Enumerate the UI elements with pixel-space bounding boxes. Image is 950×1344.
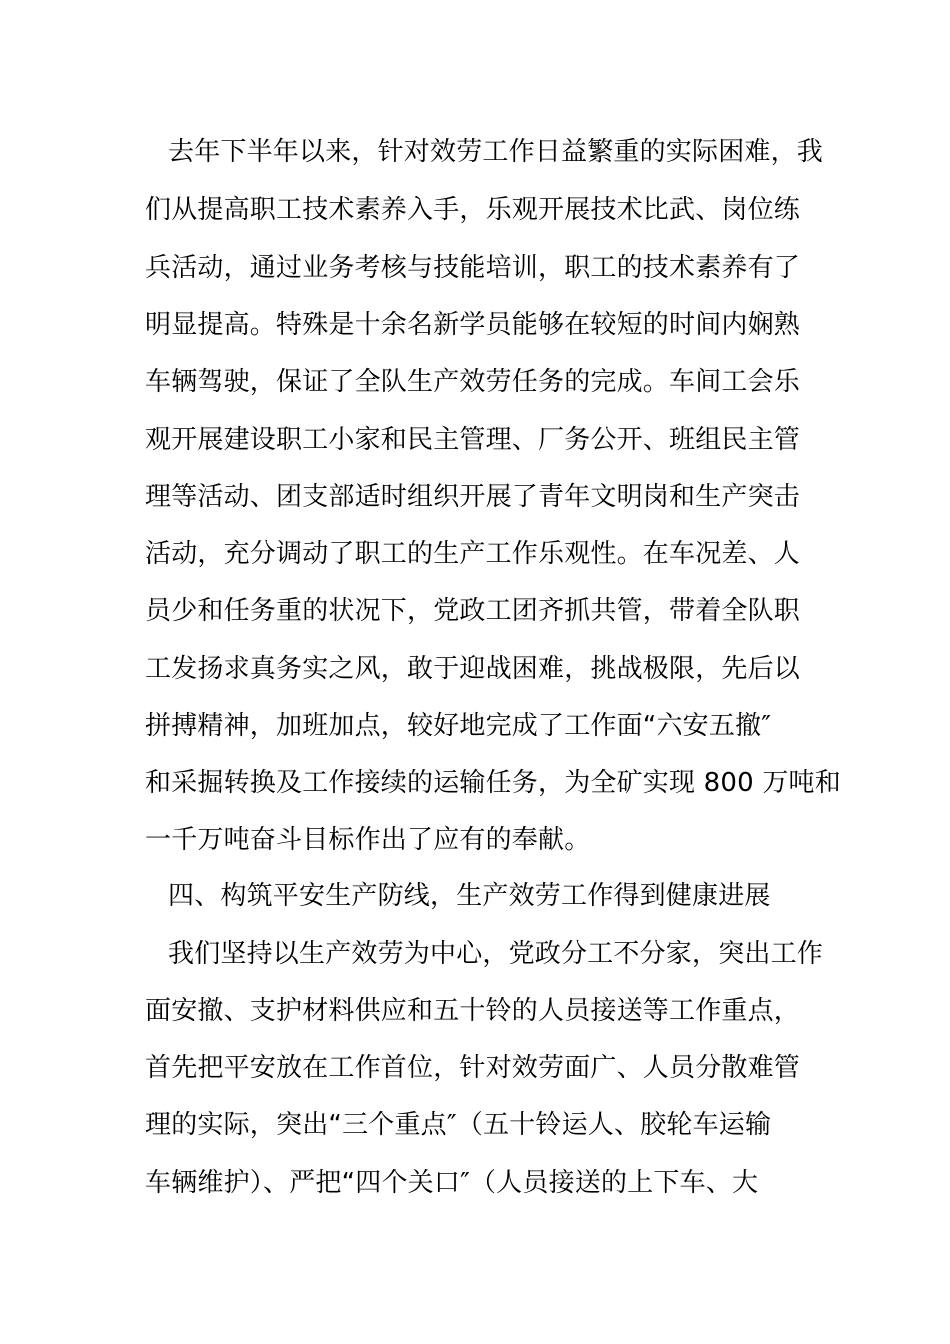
paragraph-line: 理的实际，突出“三个重点″（五十铃运人、胶轮车运输: [145, 1110, 772, 1140]
paragraph-line: 和采掘转换及工作接续的运输任务，为全矿实现 800 万吨和: [145, 768, 841, 798]
paragraph-line: 们从提高职工技术素养入手，乐观开展技术比武、岗位练: [145, 195, 801, 225]
paragraph-line: 拼搏精神，加班加点，较好地完成了工作面“六安五撤″: [145, 711, 772, 741]
paragraph-line: 理等活动、团支部适时组织开展了青年文明岗和生产突击: [145, 482, 801, 512]
paragraph-line: 一千万吨奋斗目标作出了应有的奉献。: [145, 825, 591, 855]
paragraph-line: 车辆驾驶，保证了全队生产效劳任务的完成。车间工会乐: [145, 367, 801, 397]
paragraph-line: 观开展建设职工小家和民主管理、厂务公开、班组民主管: [145, 425, 801, 455]
paragraph-line: 首先把平安放在工作首位，针对效劳面广、人员分散难管: [145, 1053, 801, 1083]
paragraph-line: 我们坚持以生产效劳为中心，党政分工不分家，突出工作: [168, 939, 824, 969]
paragraph-line: 车辆维护）、严把“四个关口″（人员接送的上下车、大: [145, 1168, 759, 1198]
paragraph-line: 面安撤、支护材料供应和五十铃的人员接送等工作重点，: [145, 996, 801, 1026]
section-heading: 四、构筑平安生产防线，生产效劳工作得到健康进展: [168, 881, 771, 911]
paragraph-line: 工发扬求真务实之风，敢于迎战困难，挑战极限，先后以: [145, 654, 801, 684]
paragraph-line: 去年下半年以来，针对效劳工作日益繁重的实际困难，我: [168, 137, 824, 167]
paragraph-line: 兵活动，通过业务考核与技能培训，职工的技术素养有了: [145, 253, 801, 283]
paragraph-line: 活动，充分调动了职工的生产工作乐观性。在车况差、人: [145, 539, 801, 569]
paragraph-line: 明显提高。特殊是十余名新学员能够在较短的时间内娴熟: [145, 310, 801, 340]
paragraph-line: 员少和任务重的状况下，党政工团齐抓共管，带着全队职: [145, 596, 801, 626]
